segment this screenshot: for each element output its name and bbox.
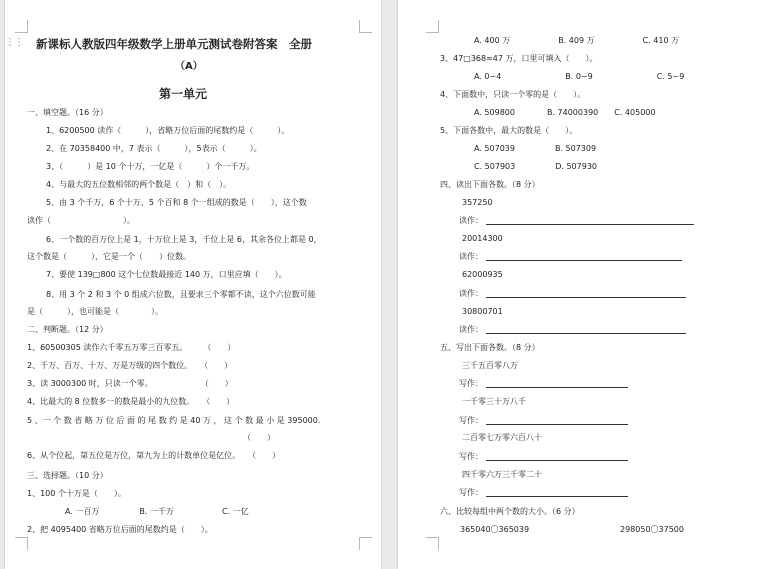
question-line: 4、比最大的 8 位数多一的数是最小的九位数。 （ ）	[27, 397, 235, 406]
number-to-read: 62000935	[462, 270, 503, 279]
section-heading: 四、读出下面各数。（8 分）	[440, 180, 540, 189]
question-line: 5 、一 个 数 省 略 万 位 后 面 的 尾 数 约 是 40 万 ， 这 个 数 最 小 是 395000.	[27, 416, 321, 425]
page-corner-mark	[15, 20, 28, 33]
answer-line	[486, 297, 686, 298]
document-subtitle: （A）	[175, 61, 203, 72]
page-corner-mark	[426, 20, 439, 33]
question-line: 6、从个位起，第五位是万位，第九为上的计数单位是亿位。 （ ）	[27, 451, 281, 460]
answer-label: 写作：	[459, 416, 483, 425]
answer-options: C. 507903 D. 507930	[474, 162, 597, 171]
number-to-read: 357250	[462, 198, 493, 207]
page-corner-mark	[426, 537, 439, 550]
page-corner-mark	[15, 537, 28, 550]
number-to-write: 三千五百零八万	[462, 361, 518, 370]
number-to-read: 30800701	[462, 307, 503, 316]
section-heading: 三、选择题。（10 分）	[27, 471, 108, 480]
document-page-2	[398, 0, 768, 569]
document-title: 新课标人教版四年级数学上册单元测试卷附答案 全册	[36, 37, 312, 51]
question-line: 3、（ ）是 10 个十万，一亿是（ ）个一千万。	[46, 162, 255, 171]
number-to-write: 四千零六万三千零二十	[462, 470, 542, 479]
question-line: 3、读 3000300 时，只读一个零。 （ ）	[27, 379, 233, 388]
answer-line	[486, 460, 628, 461]
answer-options: A. 507039 B. 507309	[474, 144, 597, 153]
section-heading: 六、比较每组中两个数的大小。（6 分）	[440, 507, 580, 516]
question-line: 6、一个数的百万位上是 1，十万位上是 3，千位上是 6，其余各位上都是 0，	[46, 235, 322, 244]
number-to-write: 二百零七万零六百八十	[462, 433, 542, 442]
section-heading: 二、判断题。（12 分）	[27, 325, 108, 334]
answer-label: 读作：	[459, 289, 483, 298]
comparison-item: 365040〇365039	[460, 525, 530, 534]
answer-line	[486, 496, 628, 497]
answer-line	[486, 260, 682, 261]
number-to-read: 20014300	[462, 234, 503, 243]
section-heading: 五、写出下面各数。（8 分）	[440, 343, 540, 352]
question-line: 2、千万、百万、十万、万是万级的四个数位。 （ ）	[27, 361, 233, 370]
question-line: （ ）	[243, 433, 275, 442]
answer-label: 读作：	[459, 252, 483, 261]
comparison-item: 298050〇37500	[620, 525, 684, 534]
page-corner-mark	[359, 537, 372, 550]
question-line: 2、把 4095400 省略万位后面的尾数约是（ ）。	[27, 525, 213, 534]
answer-options: A. 509800 B. 74000390 C. 405000	[474, 108, 656, 117]
document-page-1	[5, 0, 381, 569]
question-line: 1、100 个十万是（ ）。	[27, 489, 126, 498]
answer-line	[486, 224, 694, 225]
question-line: 8、用 3 个 2 和 3 个 0 组成六位数，且要求三个零都不读，这个六位数可能	[46, 290, 316, 299]
page-corner-mark	[359, 20, 372, 33]
question-line: 这个数是（ ），它是一个（ ）位数。	[27, 252, 191, 261]
question-line: 5、下面各数中，最大的数是（ ）。	[440, 126, 578, 135]
answer-options: A. 400 万 B. 409 万 C. 410 万	[474, 36, 680, 45]
question-line: 1、6200500 读作（ ），省略万位后面的尾数约是（ ）。	[46, 126, 290, 135]
answer-options: A. 0~4 B. 0~9 C. 5~9	[474, 72, 685, 81]
question-line: 2、在 70358400 中，7 表示（ ），5表示（ ）。	[46, 144, 262, 153]
question-line: 3、47□368≈47 万，口里可填入（ ）。	[440, 54, 598, 63]
answer-label: 写作：	[459, 452, 483, 461]
number-to-write: 一千零三十万八千	[462, 397, 526, 406]
answer-line	[486, 333, 686, 334]
section-heading: 一、填空题。（16 分）	[27, 108, 108, 117]
unit-heading: 第一单元	[159, 87, 208, 101]
question-line: 读作（ ）。	[27, 216, 135, 225]
drag-handle-icon[interactable]: ⋮⋮	[5, 37, 23, 48]
question-line: 4、下面数中，只读一个零的是（ ）。	[440, 90, 586, 99]
answer-label: 写作：	[459, 379, 483, 388]
answer-label: 读作：	[459, 216, 483, 225]
answer-label: 读作：	[459, 325, 483, 334]
question-line: 7、要使 139□800 这个七位数最接近 140 万，口里应填（ ）。	[46, 270, 287, 279]
question-line: 4、与最大的五位数相邻的两个数是（ ）和（ ）。	[46, 180, 232, 189]
question-line: 1、60500305 读作六千零五万零三百零五。 （ ）	[27, 343, 236, 352]
answer-line	[486, 424, 628, 425]
question-line: 5、由 3 个千万，6 个十万，5 个百和 8 个一组成的数是（ ），这个数	[46, 198, 307, 207]
answer-label: 写作：	[459, 488, 483, 497]
answer-options: A. 一百万 B. 一千万 C. 一亿	[65, 507, 249, 516]
answer-line	[486, 387, 628, 388]
question-line: 是（ ），也可能是（ ）。	[27, 307, 163, 316]
